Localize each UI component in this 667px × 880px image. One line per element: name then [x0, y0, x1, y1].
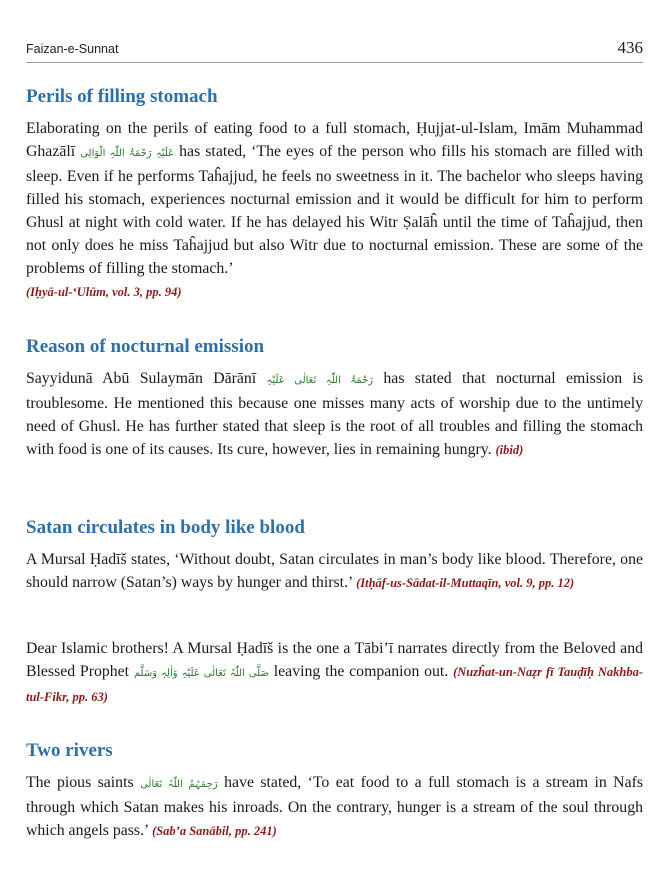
paragraph-nocturnal [26, 367, 643, 462]
paragraph-text: The pious saints [26, 774, 134, 791]
citation: (Sab’a Sanābil, pp. 241) [152, 824, 277, 838]
paragraph-text: Elaborating on the perils of eating food to a full stomach, Ḥujjat-ul-Islam, Imām Muhammad Ghazālī [26, 120, 643, 160]
paragraph-text: leaving the companion out. [273, 663, 449, 680]
citation: (Itḥāf-us-Sādat-il-Muttaqīn, vol. 9, pp. 12) [356, 576, 575, 590]
paragraph-text: have stated, ‘To eat food to a full stomach is a stream in Nafs through which Satan makes his inroads. On the contrary, hunger is a stream of the soul through which angels pass.’ [26, 774, 644, 839]
section-heading-two-rivers: Two rivers [26, 740, 113, 761]
book-title: Faizan-e-Sunnat [26, 42, 119, 56]
paragraph-text: has stated that nocturnal emission is troublesome. He mentioned this because one misses many acts of worship due to the untimely need of Ghusl. He has further stated that sleep is the root of all troubles and filling the stomach with food is one of its causes. Its cure, however, lies in remaining hungry. [26, 370, 644, 458]
paragraph-mursal-hadis [26, 637, 643, 709]
paragraph-text: Sayyidunā Abū Sulaymān Dārānī [26, 370, 257, 387]
citation: (Iḥyā-ul-‘Ulūm, vol. 3, pp. 94) [26, 285, 182, 299]
paragraph-text: Dear Islamic brothers! A Mursal Ḥadīš is the one a Tābi’ī narrates directly from the Beloved and Blessed Prophet [26, 640, 643, 680]
section-heading-perils: Perils of filling stomach [26, 86, 218, 107]
arabic-honorific: رَحْمَۃُ اللّٰہِ تَعَالٰی عَلَیْہِ [266, 375, 374, 386]
paragraph-text: A Mursal Ḥadīš states, ‘Without doubt, Satan circulates in man’s body like blood. Therefore, one should narrow (Satan’s) ways by hunger and thirst.’ [26, 551, 643, 591]
arabic-honorific: عَلَیْہِ رَحْمَۃُ اللّٰہِ الْوَالِی [80, 148, 175, 159]
arabic-honorific: رَحِمَہُمُ اللّٰہُ تَعَالٰی [140, 779, 218, 790]
paragraph-satan [26, 548, 643, 595]
citation: (ibid) [495, 443, 524, 457]
section-heading-satan: Satan circulates in body like blood [26, 517, 305, 538]
section-heading-nocturnal: Reason of nocturnal emission [26, 336, 265, 357]
page-number: 436 [617, 38, 643, 57]
page-header [26, 32, 643, 63]
paragraph-perils [26, 117, 643, 304]
paragraph-two-rivers [26, 771, 643, 843]
paragraph-text: has stated, ‘The eyes of the person who fills his stomach are filled with sleep. Even if he performs Taĥajjud, he feels no sweetness in it. The bachelor who sleeps having filled his stomach, experiences nocturnal emission and it would be difficult for him to perform Ghusl at night with cold water. If he has delayed his Witr Ṣalāĥ until the time of Taĥajjud, then not only does he miss Taĥajjud but also Witr due to nocturnal emission. These are some of the problems of filling the stomach.’ [26, 143, 643, 277]
citation: (Nuzĥat-un-Naẓr fī Tauḍīḥ Nakhba-tul-Fikr, pp. 63) [26, 665, 644, 704]
arabic-salutation: صَلَّی اللّٰہُ تَعَالٰی عَلَیْہِ وَاٰلِہٖ وَسَلَّم [133, 668, 269, 679]
